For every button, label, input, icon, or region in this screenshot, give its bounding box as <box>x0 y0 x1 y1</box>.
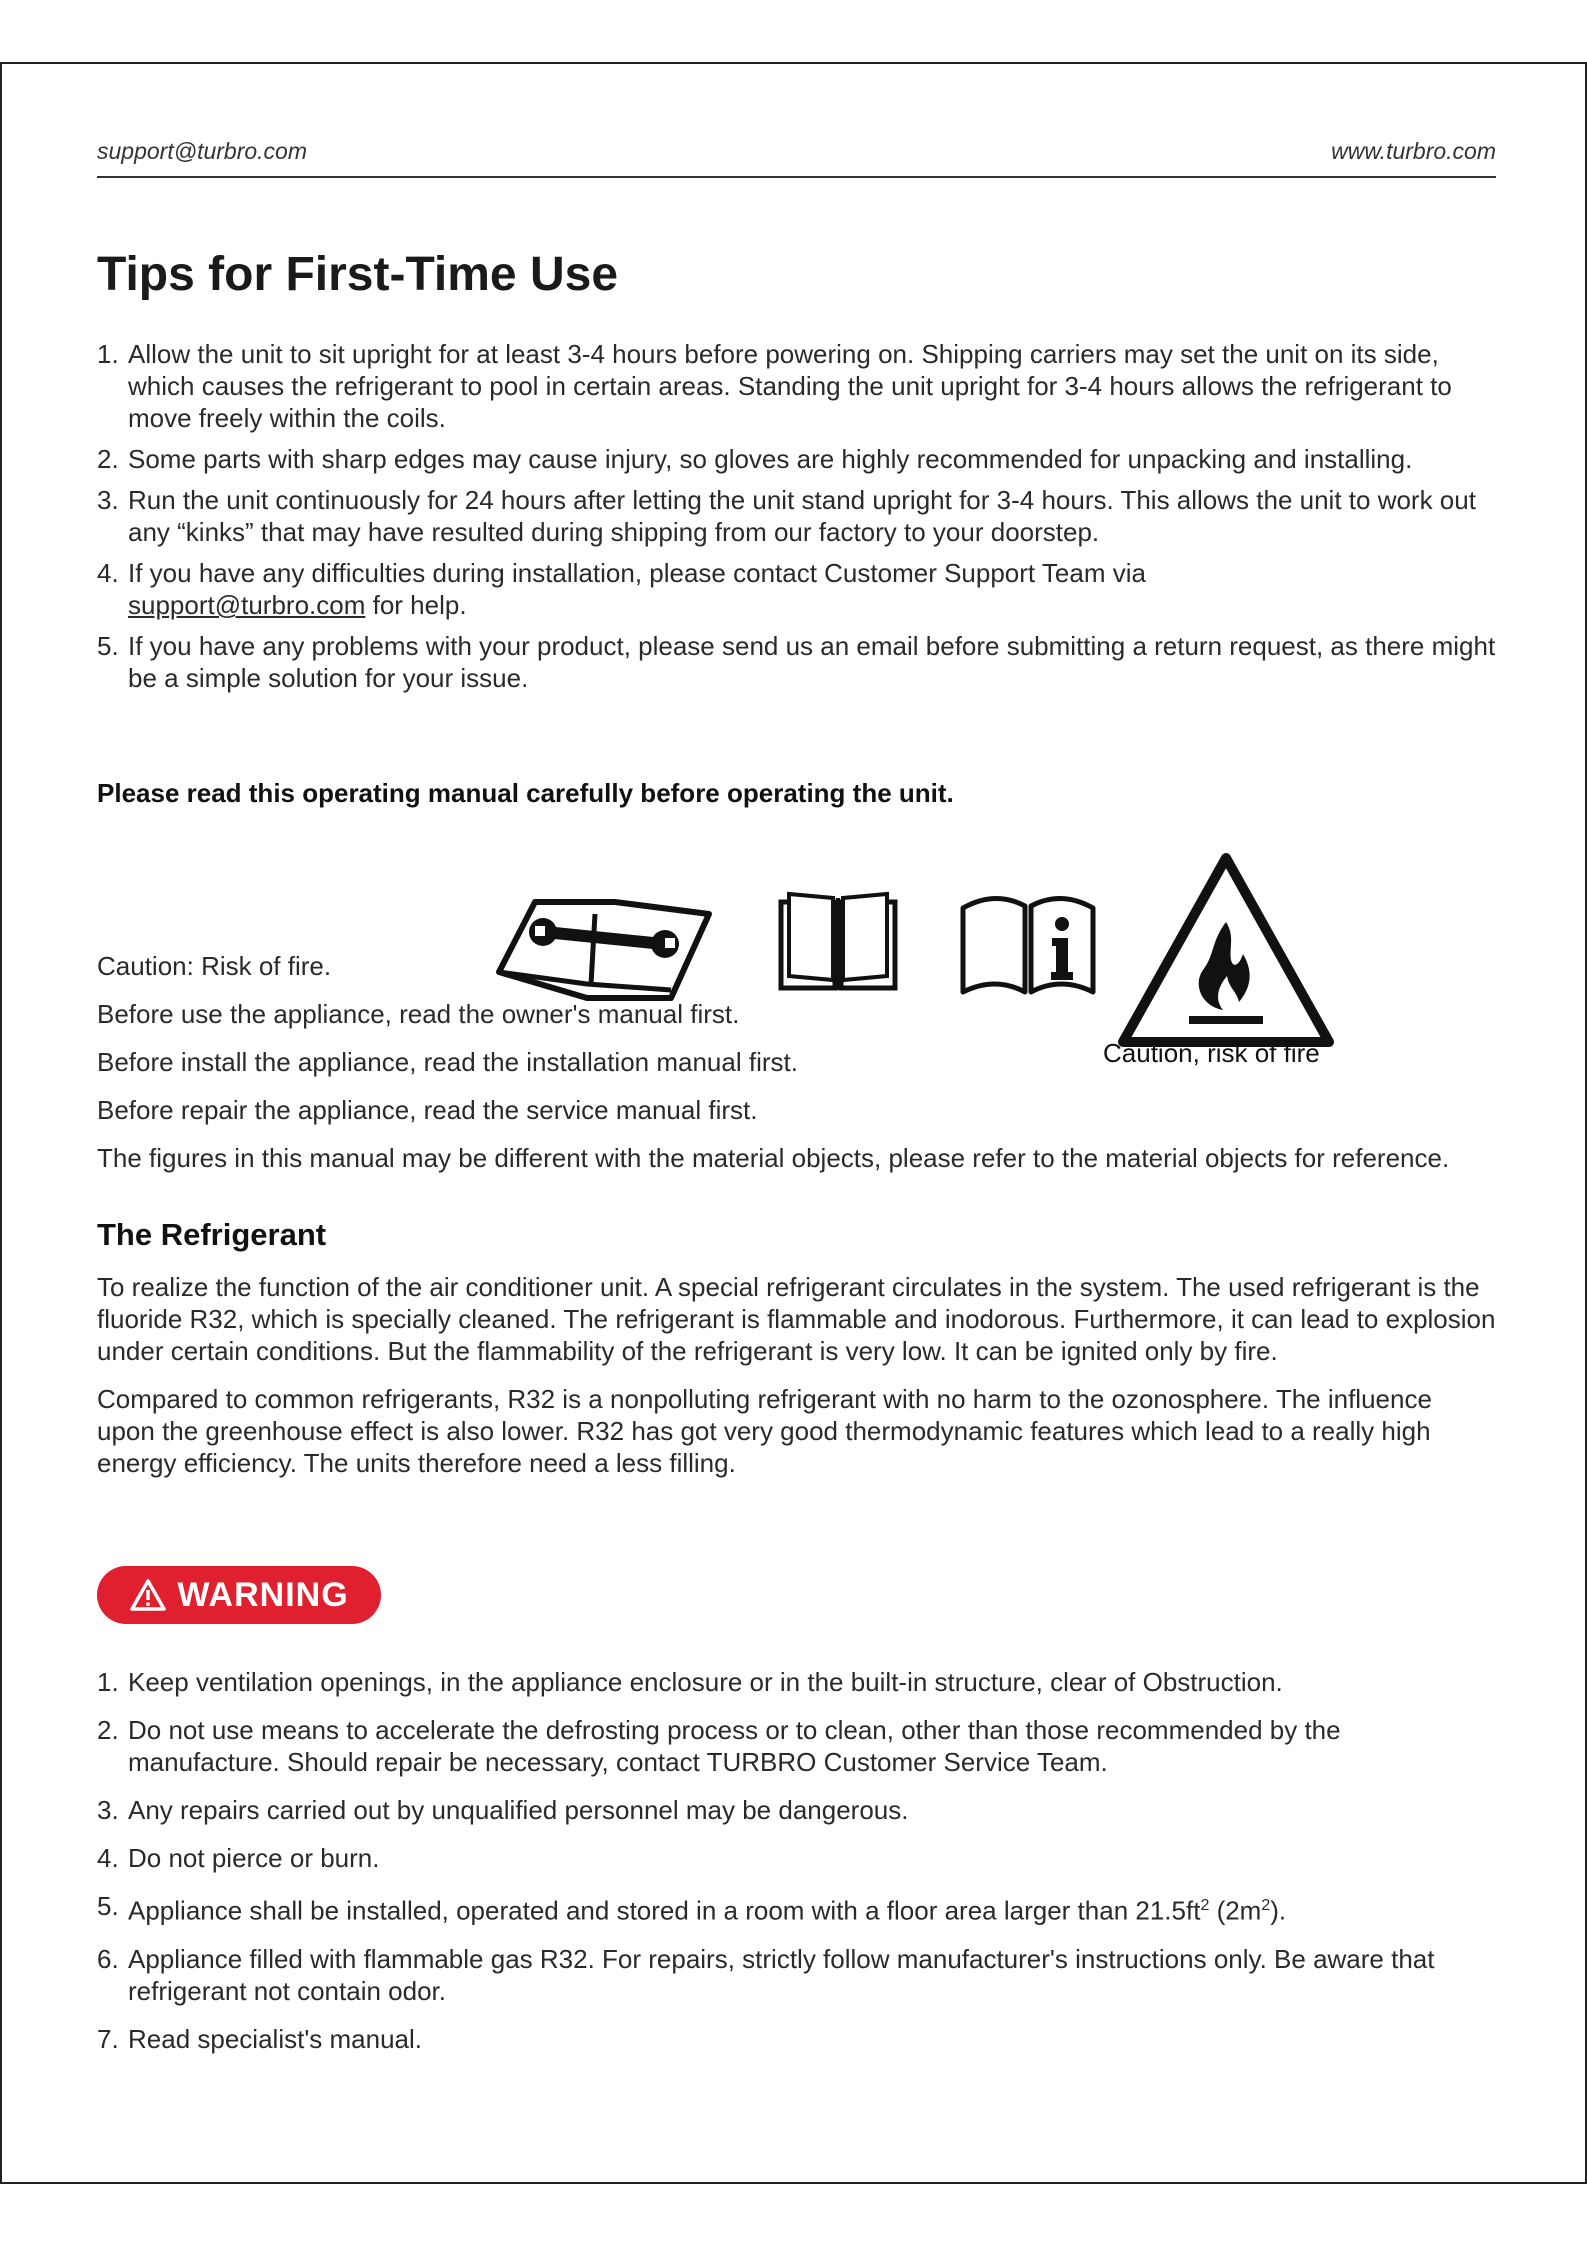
tip-item <box>97 338 1496 434</box>
warning-triangle-icon <box>129 1578 167 1612</box>
warning-number: 2. <box>97 1715 119 1745</box>
caution-note: Caution: Risk of fire. <box>97 951 332 981</box>
warning-badge <box>97 1566 381 1624</box>
tip-number: 5. <box>97 631 119 661</box>
warning-text: Any repairs carried out by unqualified personnel may be dangerous. <box>128 1795 909 1825</box>
caution-notes <box>97 950 1496 1190</box>
warning-number: 5. <box>97 1891 119 1921</box>
tip-text: If you have any problems with your product, please send us an email before submitting a return request, as there might be a simple solution for your issue. <box>128 631 1496 693</box>
warning-text: Appliance filled with flammable gas R32. For repairs, strictly follow manufacturer's instructions only. Be aware that refrigerant not contain odor. <box>128 1943 1435 2006</box>
warning-item <box>97 1666 1496 1698</box>
tip-number: 4. <box>97 558 119 588</box>
warning-text: Read specialist's manual. <box>128 2023 422 2054</box>
refrigerant-section <box>97 1271 1496 1495</box>
warning-item <box>97 1943 1496 2007</box>
warning-label: WARNING <box>177 1575 349 1614</box>
warning-item <box>97 1714 1496 1778</box>
tip-text: Allow the unit to sit upright for at least 3-4 hours before powering on. Shipping carriers may set the unit on its side, which causes the refrigerant to pool in certain areas. Standing the unit upright for 3-4 hours allows the refrigerant to move freely within the coils. <box>128 339 1452 433</box>
warning-text-mid: (2m <box>1209 1895 1262 1926</box>
tip-item <box>97 484 1496 548</box>
tip-item <box>97 557 1496 621</box>
warning-text-end: ). <box>1270 1895 1287 1926</box>
tip-text: If you have any difficulties during installation, please contact Customer Support Team via <box>128 558 1146 588</box>
warning-number: 1. <box>97 1667 119 1697</box>
page-title: Tips for First-Time Use <box>97 248 619 301</box>
service-manual-note: Before repair the appliance, read the service manual first. <box>97 1095 758 1125</box>
manual-page <box>0 62 1587 2184</box>
tip-number: 2. <box>97 444 119 474</box>
tip-item <box>97 630 1496 694</box>
support-email-link[interactable]: support@turbro.com <box>128 590 366 620</box>
refrigerant-paragraph: To realize the function of the air conditioner unit. A special refrigerant circulates in the system. The used refrigerant is the fluoride R32, which is specially cleaned. The refrigerant is flammable and inodorous. Furthermore, it can lead to explosion under certain conditions. But the flammability of the refrigerant is very low. It can be ignited only by fire. <box>97 1272 1496 1366</box>
header-email: support@turbro.com <box>97 138 307 164</box>
warning-text: Keep ventilation openings, in the appliance enclosure or in the built-in structure, clear of Obstruction. <box>128 1667 1283 1697</box>
refrigerant-paragraph: Compared to common refrigerants, R32 is a nonpolluting refrigerant with no harm to the ozonosphere. The influence upon the greenhouse effect is also lower. R32 has got very good thermodynamic features which lead to a really high energy efficiency. The units therefore need a less filling. <box>97 1384 1432 1478</box>
page-header <box>97 138 1496 165</box>
warning-number: 7. <box>97 2023 119 2054</box>
installation-manual-note: Before install the appliance, read the installation manual first. <box>97 1047 798 1077</box>
caution-caption: Caution, risk of fire <box>1103 1038 1320 1068</box>
header-website: www.turbro.com <box>1331 138 1496 164</box>
tip-text-after: for help. <box>365 590 467 620</box>
superscript: 2 <box>1261 1897 1271 1914</box>
warning-item <box>97 1890 1496 1927</box>
tip-item <box>97 443 1496 475</box>
warning-item <box>97 1842 1496 1874</box>
warning-number: 3. <box>97 1795 119 1825</box>
figures-note: The figures in this manual may be different with the material objects, please refer to the material objects for reference. <box>97 1143 1450 1173</box>
tip-text: Some parts with sharp edges may cause injury, so gloves are highly recommended for unpacking and installing. <box>128 444 1413 474</box>
warning-number: 6. <box>97 1943 119 1974</box>
owners-manual-note: Before use the appliance, read the owner's manual first. <box>97 999 740 1029</box>
superscript: 2 <box>1200 1897 1210 1914</box>
tip-number: 3. <box>97 485 119 515</box>
header-divider <box>97 176 1496 178</box>
warning-text: Appliance shall be installed, operated and stored in a room with a floor area larger than 21.5ft <box>128 1895 1201 1926</box>
warning-item <box>97 2023 1496 2055</box>
tips-list <box>97 338 1496 703</box>
warning-item <box>97 1794 1496 1826</box>
warning-text: Do not pierce or burn. <box>128 1843 380 1873</box>
tip-text: Run the unit continuously for 24 hours after letting the unit stand upright for 3-4 hours. This allows the unit to work out any “kinks” that may have resulted during shipping from our factory to your doorstep. <box>128 485 1476 547</box>
warning-number: 4. <box>97 1843 119 1873</box>
warning-list <box>97 1666 1496 2071</box>
refrigerant-heading: The Refrigerant <box>97 1217 327 1252</box>
warning-text: Do not use means to accelerate the defrosting process or to clean, other than those recommended by the manufacture. Should repair be necessary, contact TURBRO Customer Service Team. <box>128 1715 1341 1777</box>
tip-number: 1. <box>97 339 119 369</box>
read-manual-note: Please read this operating manual carefully before operating the unit. <box>97 778 954 808</box>
